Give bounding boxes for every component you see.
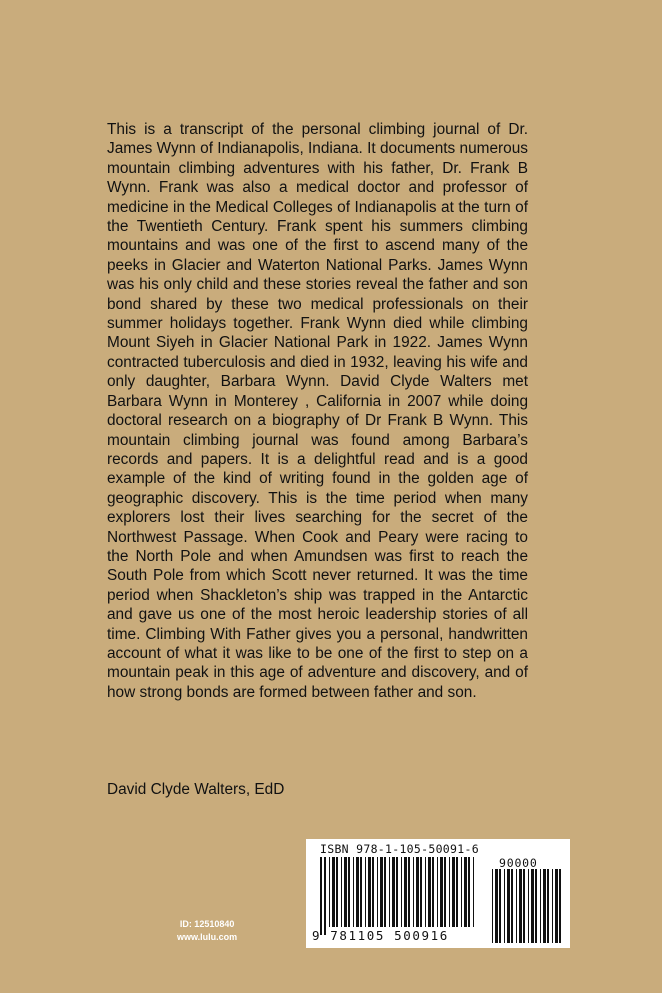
publisher-url: www.lulu.com xyxy=(177,932,238,942)
isbn-addon-code: 90000 xyxy=(499,856,538,870)
isbn-label: ISBN 978-1-105-50091-6 xyxy=(320,842,479,856)
isbn-barcode xyxy=(306,839,570,948)
publisher-id: ID: 12510840 xyxy=(179,919,235,929)
isbn-barcode-digits: 9 781105 500916 xyxy=(312,928,449,943)
publisher-info xyxy=(177,918,237,944)
author-signature: David Clyde Walters, EdD xyxy=(107,781,285,798)
back-cover-description: This is a transcript of the personal climbing journal of Dr. James Wynn of Indianapolis, Indiana. It documents numerous mountain climbing adventures with his father, Dr. Frank B Wynn. Frank was also a medical doctor and professor of medicine in the Medical Colleges of Indianapolis at the turn of the Twentieth Century. Frank spent his summers climbing mountains and was one of the first to ascend many of the peeks in Glacier and Waterton National Parks. James Wynn was his only child and these stories reveal the father and son bond shared by these two medical professionals on their summer holidays together. Frank Wynn died while climbing Mount Siyeh in Glacier National Park in 1922. James Wynn contracted tuberculosis and died in 1932, leaving his wife and only daughter, Barbara Wynn. David Clyde Walters met Barbara Wynn in Monterey , California in 2007 while doing doctoral research on a biography of Dr Frank B Wynn. This mountain climbing journal was found among Barbara’s records and papers. It is a delightful read and is a good example of the kind of writing found in the golden age of geographic discovery. This is the time period when many explorers lost their lives searching for the secret of the Northwest Passage. When Cook and Peary were racing to the North Pole and when Amundsen was first to reach the South Pole from which Scott never returned. It was the time period when Shackleton’s ship was trapped in the Antarctic and gave us one of the most heroic leadership stories of all time. Climbing With Father gives you a personal, handwritten account of what it was like to be one of the first to step on a mountain peak in this age of adventure and discovery, and of how strong bonds are formed between father and son. xyxy=(107,121,528,701)
